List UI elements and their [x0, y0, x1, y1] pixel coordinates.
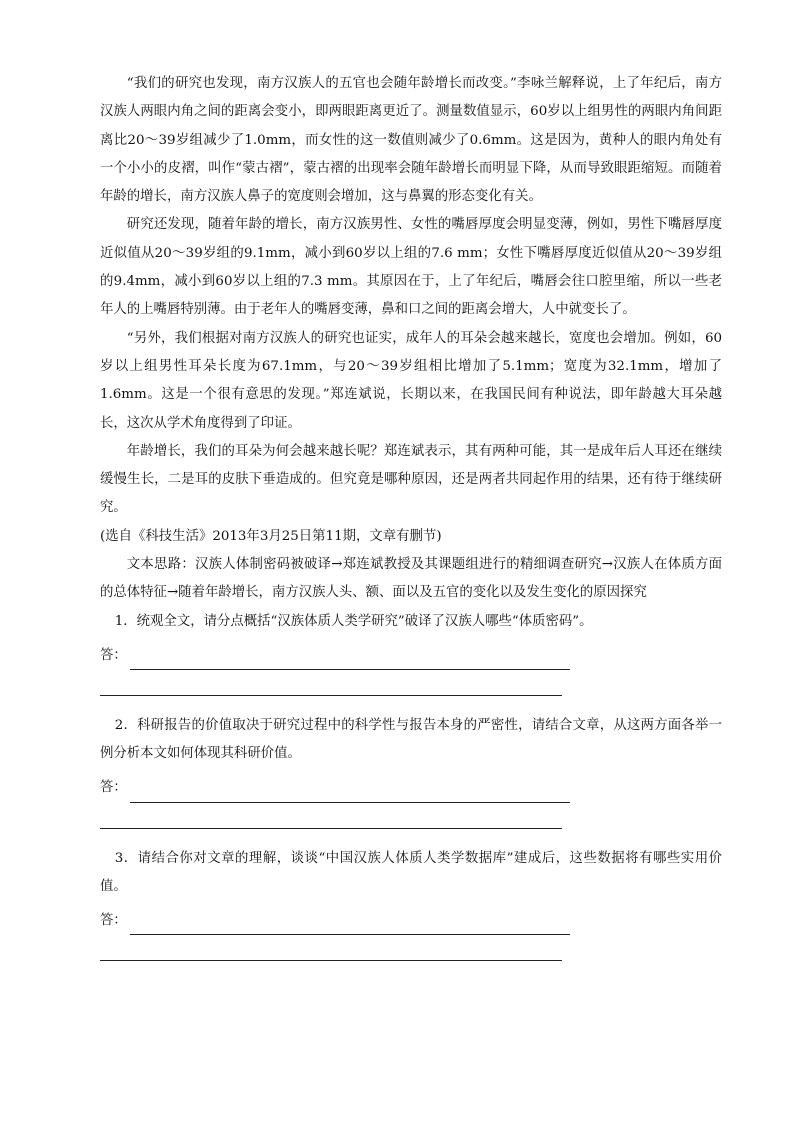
answer-block-3: [100, 905, 722, 965]
answer-row-2: [100, 773, 722, 803]
answer-row-2b: [100, 803, 722, 833]
answer-row-3b: [100, 935, 722, 965]
answer-input-2[interactable]: [130, 784, 570, 803]
answer-label-3: 答：: [100, 912, 127, 928]
answer-block-1: [100, 640, 722, 700]
question-2: 2．科研报告的价值取决于研究过程中的科学性与报告本身的严密性，请结合文章，从这两方面各举一例分析本文如何体现其科研价值。: [100, 717, 722, 762]
answer-input-1b[interactable]: [100, 695, 562, 696]
question-3: 3．请结合你对文章的理解，谈谈“中国汉族人体质人类学数据库”建成后，这些数据将有哪些实用价值。: [100, 850, 722, 894]
paragraph-3: “另外，我们根据对南方汉族人的研究也证实，成年人的耳朵会越来越长，宽度也会增加。例如，60岁以上组男性耳朵长度为67.1mm，与20～39岁组相比增加了5.1mm；宽度为32.1mm，增加了1.6mm。这是一个很有意思的发现。”郑连斌说，长期以来，在我国民间有种说法，即年龄越大耳朵越长，这次从学术角度得到了印证。: [100, 330, 722, 431]
answer-block-2: [100, 773, 722, 833]
source-note: (选自《科技生活》2013年3月25日第11期，文章有删节): [100, 528, 442, 544]
answer-row-3: [100, 905, 722, 935]
paragraph-1: “我们的研究也发现，南方汉族人的五官也会随年龄增长而改变。”李咏兰解释说，上了年纪后，南方汉族人两眼内角之间的距离会变小，即两眼距离更近了。测量数值显示，60岁以上组男性的两眼内角间距离比20～39岁组减少了1.0mm，而女性的这一数值则减少了0.6mm。这是因为，黄种人的眼内角处有一个小小的皮褶，叫作“蒙古褶”，蒙古褶的出现率会随年龄增长而明显下降，从而导致眼距缩短。而随着年龄的增长，南方汉族人鼻子的宽度则会增加，这与鼻翼的形态变化有关。: [100, 76, 722, 205]
text-thinking: 文本思路：汉族人体制密码被破译→郑连斌教授及其课题组进行的精细调查研究→汉族人在体质方面的总体特征→随着年龄增长，南方汉族人头、额、面以及五官的变化以及发生变化的原因探究: [100, 557, 722, 601]
document-content: [100, 70, 722, 977]
answer-input-2b[interactable]: [100, 828, 562, 829]
answer-input-1[interactable]: [130, 651, 570, 670]
paragraph-4: 年龄增长，我们的耳朵为何会越来越长呢？郑连斌表示，其有两种可能，其一是成年后人耳还在继续缓慢生长，二是耳的皮肤下垂造成的。但究竟是哪种原因，还是两者共同起作用的结果，还有待于继续研究。: [100, 443, 722, 516]
answer-label-2: 答：: [100, 780, 127, 796]
paragraph-2: 研究还发现，随着年龄的增长，南方汉族男性、女性的嘴唇厚度会明显变薄，例如，男性下嘴唇厚度近似值从20～39岁组的9.1mm，减小到60岁以上组的7.6 mm；女性下嘴唇厚度近似值从20～39岁组的9.4mm，减小到60岁以上组的7.3 mm。其原因在于，上了年纪后，嘴唇会往口腔里缩，所以一些老年人的上嘴唇特别薄。由于老年人的嘴唇变薄，鼻和口之间的距离会增大，人中就变长了。: [100, 217, 722, 318]
question-1: 1．统观全文，请分点概括“汉族体质人类学研究”破译了汉族人哪些“体质密码”。: [114, 613, 593, 629]
answer-input-3[interactable]: [130, 916, 570, 935]
answer-row-1b: [100, 670, 722, 700]
answer-label-1: 答：: [100, 647, 127, 663]
answer-input-3b[interactable]: [100, 960, 562, 961]
answer-row-1: [100, 640, 722, 670]
